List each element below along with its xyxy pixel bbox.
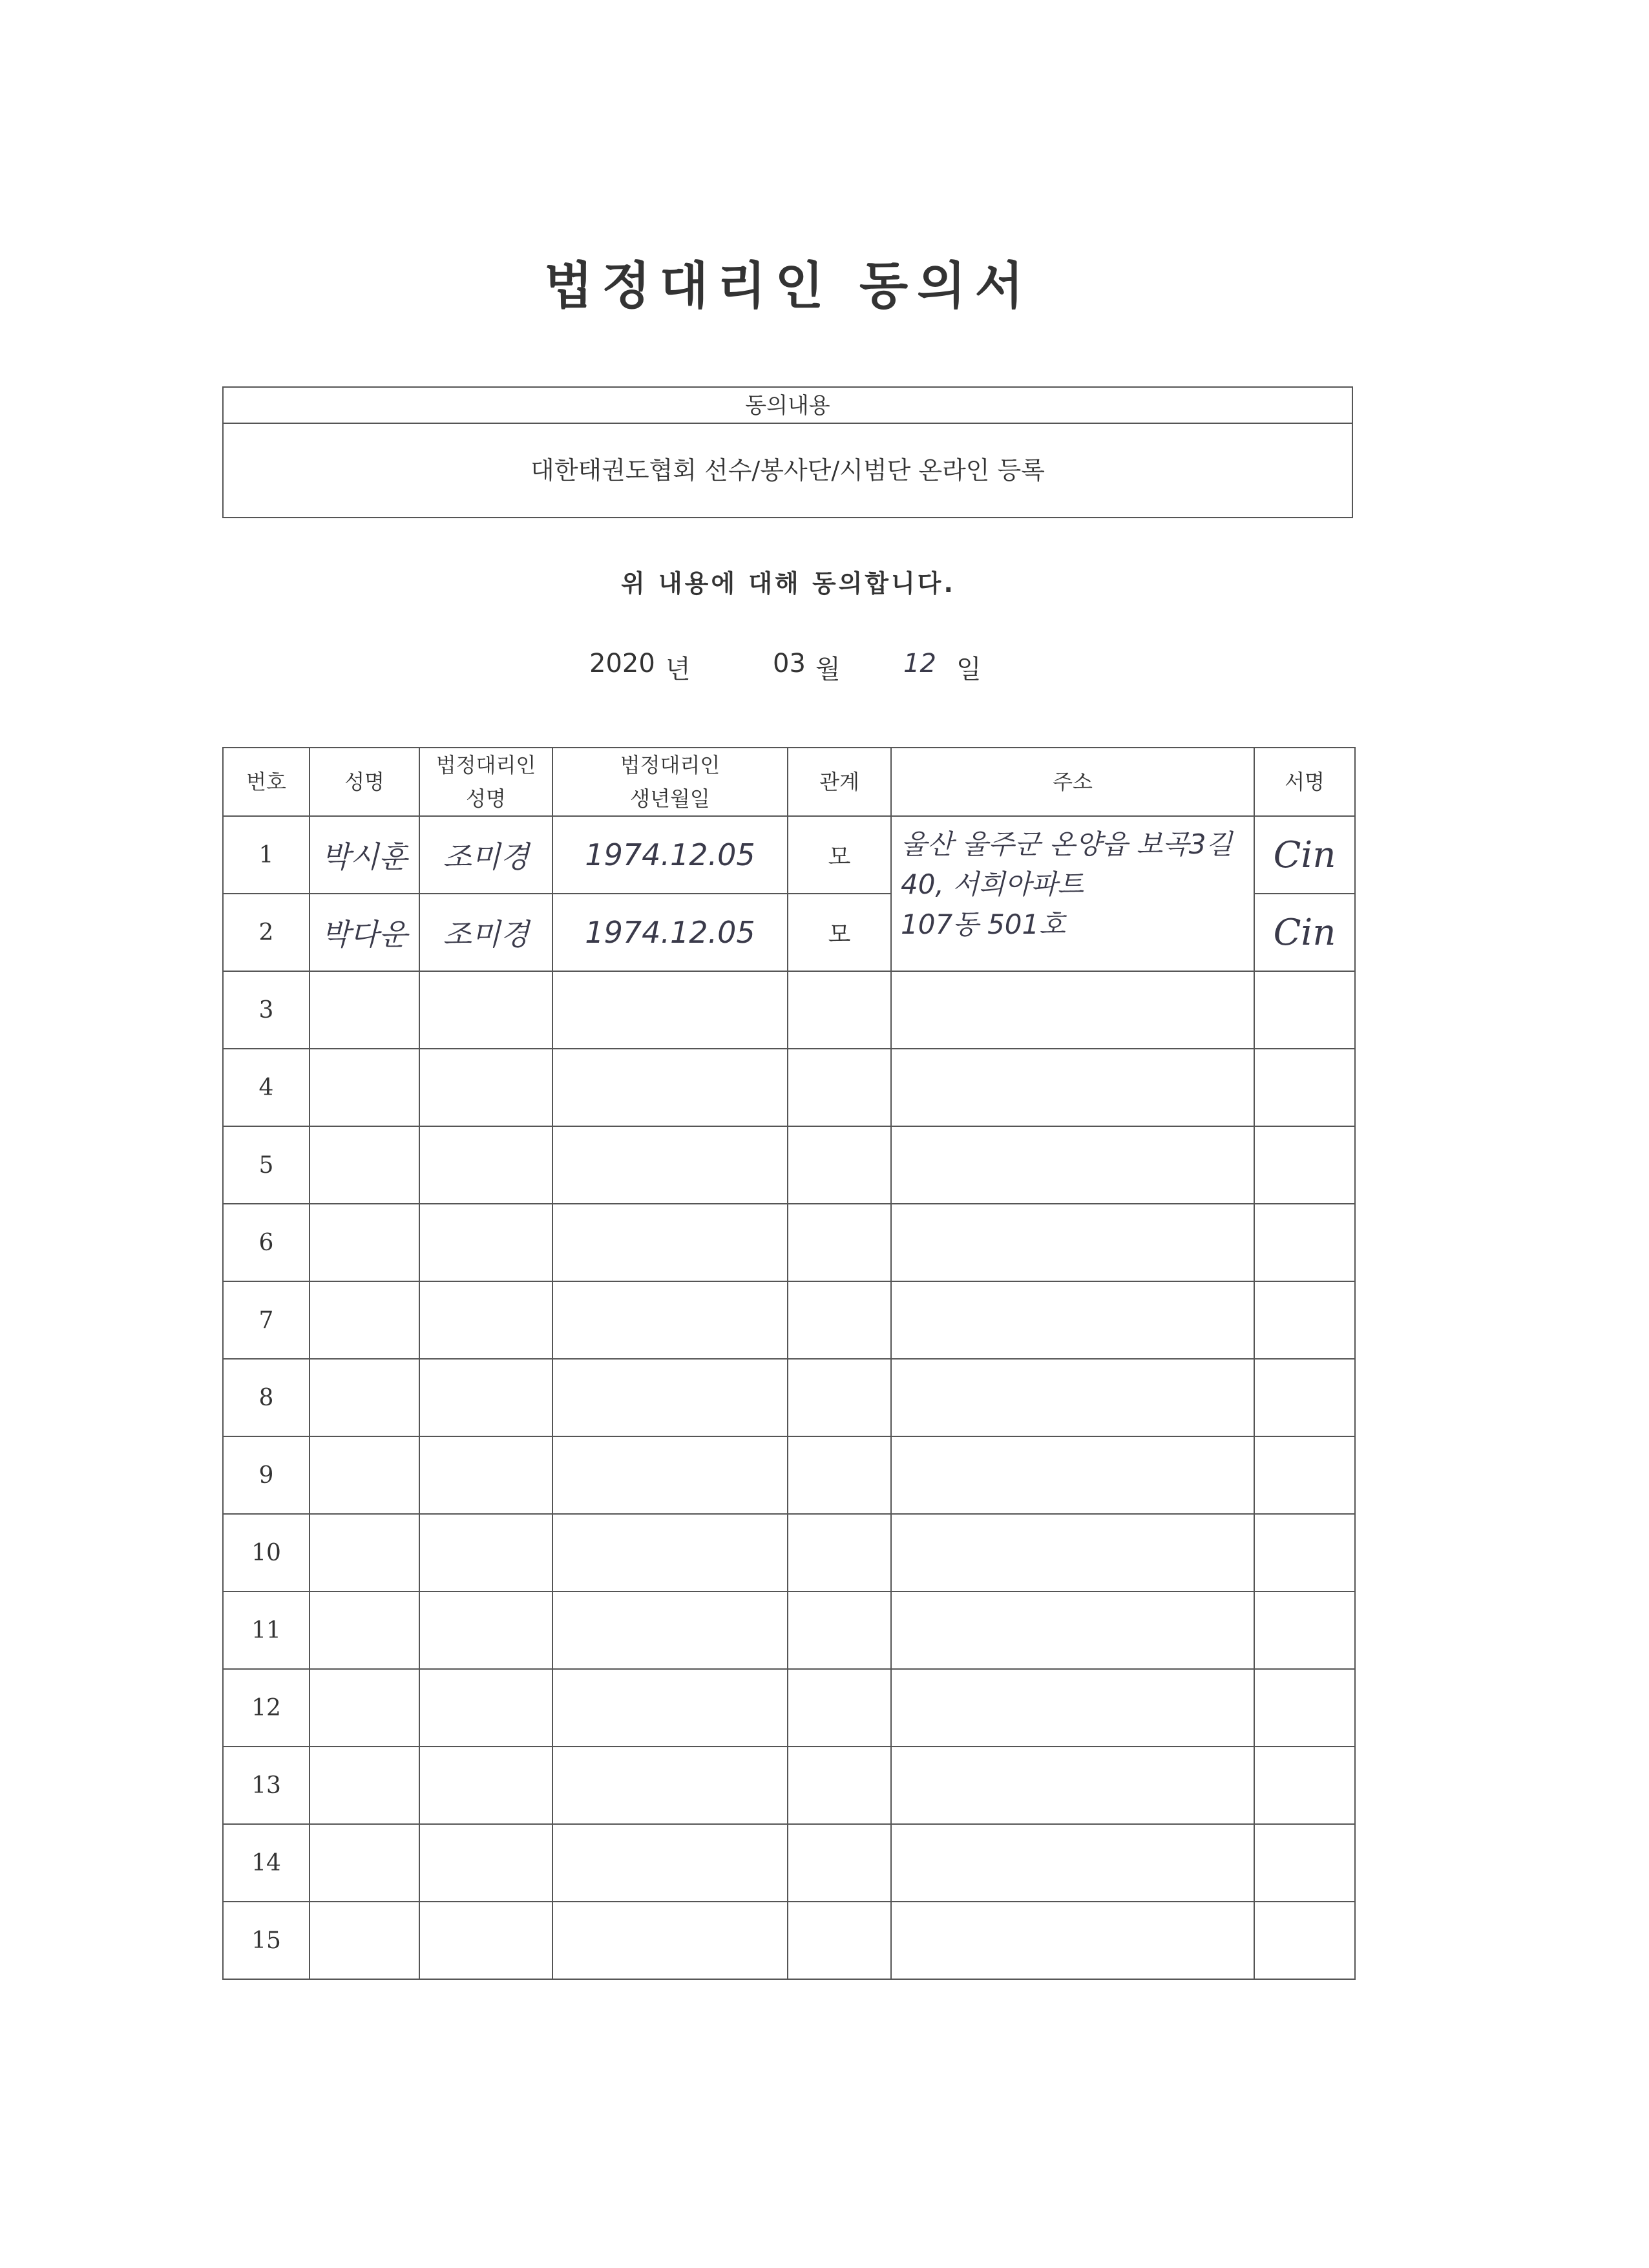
table-row — [223, 1902, 1355, 1979]
date-month: 03 — [773, 649, 806, 678]
guardian-name-cell — [419, 1049, 552, 1126]
signature-cell — [1254, 1049, 1355, 1126]
consent-header: 동의내용 — [224, 388, 1352, 424]
address-cell — [891, 1281, 1254, 1359]
guardian-birth-cell — [552, 1591, 788, 1669]
guardian-name-cell: 조미경 — [419, 816, 552, 894]
guardian-name-cell — [419, 971, 552, 1049]
address-cell — [891, 816, 1254, 971]
name-cell — [310, 971, 419, 1049]
guardian-birth-cell — [552, 1902, 788, 1979]
address-line: 40, 서희아파트 — [901, 868, 1084, 900]
signature-cell — [1254, 1591, 1355, 1669]
relation-cell: 모 — [788, 816, 891, 894]
header-guardian-birth-line2: 생년월일 — [630, 786, 710, 811]
guardian-birth-cell — [552, 1204, 788, 1281]
name-cell — [310, 1436, 419, 1514]
row-number-cell: 7 — [223, 1281, 310, 1359]
address-cell — [891, 1359, 1254, 1436]
guardian-name-cell — [419, 1902, 552, 1979]
guardian-birth-cell: 1974.12.05 — [552, 894, 788, 971]
address-cell — [891, 1747, 1254, 1824]
table-row — [223, 1436, 1355, 1514]
relation-cell — [788, 1126, 891, 1204]
consent-body: 대한태권도협회 선수/봉사단/시범단 온라인 등록 — [530, 456, 1045, 485]
relation-cell — [788, 1281, 891, 1359]
row-number-cell: 2 — [223, 894, 310, 971]
name-cell — [310, 1049, 419, 1126]
table-header-row — [223, 748, 1355, 816]
page-title: 법정대리인 동의서 — [544, 257, 1033, 315]
name-cell — [310, 1591, 419, 1669]
relation-cell — [788, 1204, 891, 1281]
guardian-name-cell — [419, 1747, 552, 1824]
row-number-cell: 3 — [223, 971, 310, 1049]
guardian-name-cell — [419, 1824, 552, 1902]
relation-cell — [788, 1359, 891, 1436]
address-cell — [891, 1669, 1254, 1747]
guardian-name-cell — [419, 1359, 552, 1436]
guardian-birth-cell — [552, 1747, 788, 1824]
guardian-birth-cell — [552, 1514, 788, 1591]
signature-cell — [1254, 1436, 1355, 1514]
signature-cell — [1254, 1902, 1355, 1979]
row-number-cell: 1 — [223, 816, 310, 894]
date-day-unit: 일 — [956, 655, 982, 684]
table-row — [223, 1049, 1355, 1126]
relation-cell — [788, 1514, 891, 1591]
table-row — [223, 1591, 1355, 1669]
name-cell — [310, 1669, 419, 1747]
relation-cell — [788, 1049, 891, 1126]
address-cell — [891, 1436, 1254, 1514]
relation-cell — [788, 1824, 891, 1902]
table-row — [223, 1204, 1355, 1281]
agree-statement: 위 내용에 대해 동의합니다. — [621, 569, 956, 598]
guardian-birth-cell — [552, 1824, 788, 1902]
header-name: 성명 — [310, 748, 419, 816]
guardian-name-cell — [419, 1669, 552, 1747]
signature-cell — [1254, 971, 1355, 1049]
date-year: 2020 — [589, 649, 655, 678]
signature-mark: Cin — [1273, 911, 1336, 954]
row-number-cell: 8 — [223, 1359, 310, 1436]
row-number-cell: 5 — [223, 1126, 310, 1204]
guardian-name-cell — [419, 1591, 552, 1669]
address-cell — [891, 1126, 1254, 1204]
relation-cell — [788, 1902, 891, 1979]
guardian-birth-cell — [552, 1359, 788, 1436]
name-cell: 박다운 — [310, 894, 419, 971]
guardian-birth-cell — [552, 1669, 788, 1747]
header-guardian-name-line2: 성명 — [466, 786, 506, 811]
row-number-cell: 9 — [223, 1436, 310, 1514]
table-row — [223, 971, 1355, 1049]
address-cell — [891, 1514, 1254, 1591]
consent-box — [222, 386, 1353, 518]
address-cell — [891, 1902, 1254, 1979]
address-cell — [891, 971, 1254, 1049]
address-line: 107동 501호 — [901, 908, 1066, 940]
signature-cell — [1254, 894, 1355, 971]
header-guardian-name — [419, 748, 552, 816]
name-cell — [310, 1514, 419, 1591]
table-row — [223, 1514, 1355, 1591]
guardian-birth-cell — [552, 1281, 788, 1359]
guardian-name-cell — [419, 1126, 552, 1204]
header-guardian-name-line1: 법정대리인 — [436, 753, 536, 777]
guardian-birth-cell: 1974.12.05 — [552, 816, 788, 894]
date-day: 12 — [903, 649, 936, 678]
signature-cell — [1254, 1281, 1355, 1359]
relation-cell — [788, 1747, 891, 1824]
signature-cell — [1254, 1204, 1355, 1281]
header-guardian-birth — [552, 748, 788, 816]
name-cell — [310, 1204, 419, 1281]
row-number-cell: 11 — [223, 1591, 310, 1669]
guardian-name-cell: 조미경 — [419, 894, 552, 971]
address-cell — [891, 1824, 1254, 1902]
relation-cell — [788, 1669, 891, 1747]
signature-cell — [1254, 816, 1355, 894]
guardian-birth-cell — [552, 1126, 788, 1204]
signature-cell — [1254, 1747, 1355, 1824]
name-cell — [310, 1824, 419, 1902]
row-number-cell: 14 — [223, 1824, 310, 1902]
table-row — [223, 1747, 1355, 1824]
row-number-cell: 6 — [223, 1204, 310, 1281]
row-number-cell: 10 — [223, 1514, 310, 1591]
name-cell — [310, 1126, 419, 1204]
table-row — [223, 816, 1355, 894]
header-no: 번호 — [223, 748, 310, 816]
date-year-unit: 년 — [666, 655, 691, 684]
signature-table — [222, 747, 1356, 1980]
row-number-cell: 15 — [223, 1902, 310, 1979]
name-cell — [310, 1747, 419, 1824]
name-cell — [310, 1359, 419, 1436]
header-address: 주소 — [891, 748, 1254, 816]
name-cell — [310, 1902, 419, 1979]
signature-cell — [1254, 1514, 1355, 1591]
guardian-birth-cell — [552, 971, 788, 1049]
table-row — [223, 1669, 1355, 1747]
table-row — [223, 1126, 1355, 1204]
table-body — [223, 816, 1355, 1979]
table-row — [223, 1824, 1355, 1902]
guardian-name-cell — [419, 1436, 552, 1514]
relation-cell — [788, 971, 891, 1049]
signature-cell — [1254, 1824, 1355, 1902]
row-number-cell: 13 — [223, 1747, 310, 1824]
table-row — [223, 1359, 1355, 1436]
guardian-birth-cell — [552, 1436, 788, 1514]
relation-cell — [788, 1591, 891, 1669]
address-cell — [891, 1049, 1254, 1126]
guardian-name-cell — [419, 1204, 552, 1281]
address-line: 울산 울주군 온양읍 보곡3길 — [901, 828, 1233, 860]
signature-cell — [1254, 1359, 1355, 1436]
address-cell — [891, 1204, 1254, 1281]
guardian-name-cell — [419, 1281, 552, 1359]
name-cell — [310, 1281, 419, 1359]
header-signature: 서명 — [1254, 748, 1355, 816]
signature-mark: Cin — [1273, 834, 1336, 876]
name-cell: 박시훈 — [310, 816, 419, 894]
guardian-birth-cell — [552, 1049, 788, 1126]
address-cell — [891, 1591, 1254, 1669]
signature-cell — [1254, 1126, 1355, 1204]
relation-cell: 모 — [788, 894, 891, 971]
table-row — [223, 1281, 1355, 1359]
header-guardian-birth-line1: 법정대리인 — [620, 753, 720, 777]
signature-cell — [1254, 1669, 1355, 1747]
guardian-name-cell — [419, 1514, 552, 1591]
row-number-cell: 4 — [223, 1049, 310, 1126]
date-month-unit: 월 — [815, 655, 841, 684]
relation-cell — [788, 1436, 891, 1514]
row-number-cell: 12 — [223, 1669, 310, 1747]
header-relation: 관계 — [788, 748, 891, 816]
